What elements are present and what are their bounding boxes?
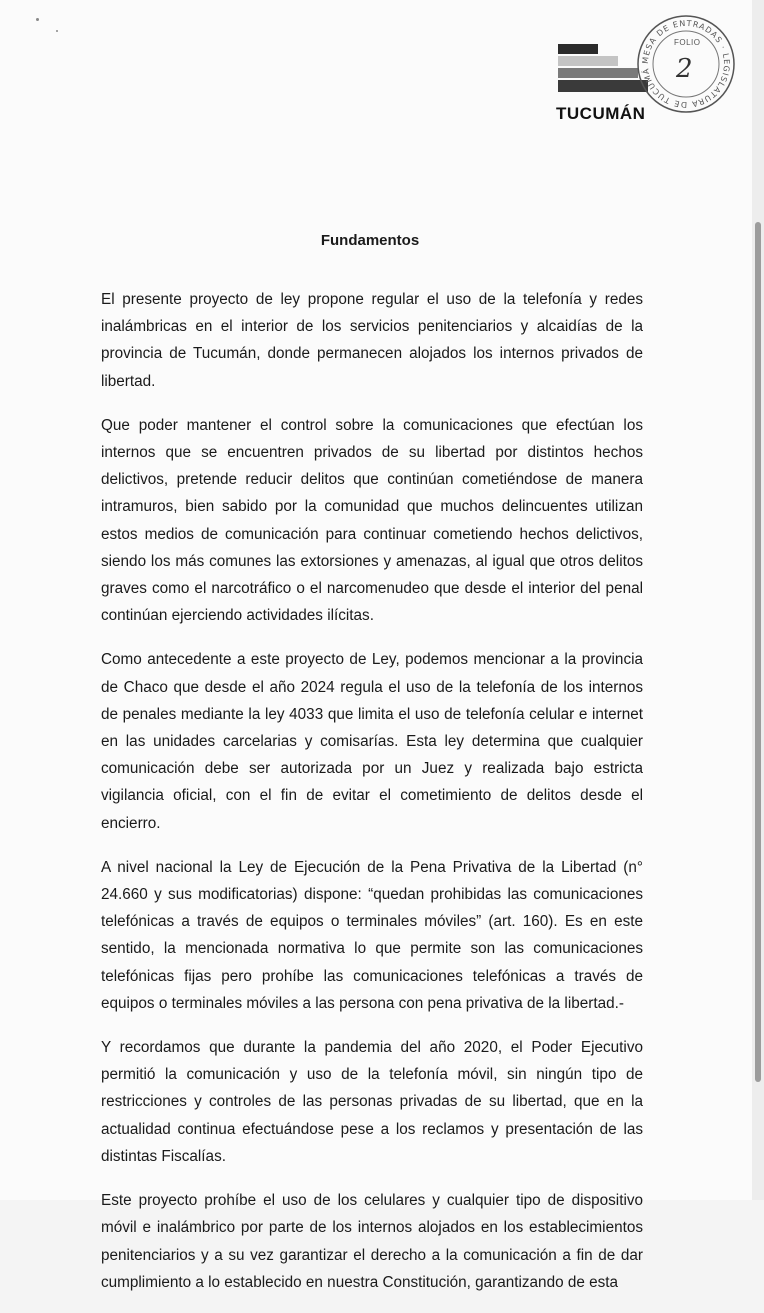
scan-speck <box>36 18 39 21</box>
paragraph: A nivel nacional la Ley de Ejecución de la Pena Privativa de la Libertad (n° 24.660 y sus modificatorias) dispone: “quedan prohibidas las comunicaciones telefónicas a través de equipos o terminales móviles” (art. 160). Es en este sentido, la mencionada normativa lo que permite son las comunicaciones telefónicas fijas pero prohíbe las comunicaciones telefónicas a través de equipos o terminales móviles a las persona con pena privativa de la libertad.- <box>101 858 643 1012</box>
paragraph: Este proyecto prohíbe el uso de los celulares y cualquier tipo de dispositivo móvil e inalámbrico por parte de los internos alojados en los establecimientos penitenciarios y a su vez garantizar el derecho a la comunicación a fin de dar cumplimiento a lo establecido en nuestra Constitución, garantizando de esta <box>101 1192 643 1291</box>
paragraph: El presente proyecto de ley propone regular el uso de la telefonía y redes inalámbricas en el interior de los servicios penitenciarios y alcaidías de la provincia de Tucumán, donde permanecen alojados los internos privados de libertad. <box>101 291 643 390</box>
scan-speck <box>56 30 58 32</box>
document-title: Fundamentos <box>320 232 420 249</box>
paragraph: Que poder mantener el control sobre la comunicaciones que efectúan los internos que se encuentren privados de su libertad por distintos hechos delictivos, pretende reducir delitos que continúan cometiéndose de manera intramuros, bien sabido por la comunidad que muchos delincuentes utilizan estos medios de comunicación para continuar cometiendo hechos delictivos, siendo los más comunes las extorsiones y amenazas, al igual que otros delitos graves como el narcotráfico o el narcomenudeo que desde el interior del penal continúan ejerciendo actividades ilícitas. <box>101 416 643 625</box>
scrollbar[interactable] <box>752 0 764 1200</box>
svg-text:MESA DE ENTRADAS · LEGISLATURA: MESA DE ENTRADAS · LEGISLATURA DE TUCUMÁ <box>640 18 732 110</box>
stamp-folio-label: FOLIO <box>674 38 701 47</box>
logo-text: TUCUMÁN <box>556 104 646 123</box>
scrollbar-thumb[interactable] <box>755 222 761 1082</box>
paragraph: Como antecedente a este proyecto de Ley, podemos mencionar a la provincia de Chaco que desde el año 2024 regula el uso de la telefonía de los internos de penales mediante la ley 4033 que limita el uso de telefonía celular e internet en las unidades carcelarias y comisarías. Esta ley determina que cualquier comunicación debe ser autorizada por un Juez y realizada bajo estricta vigilancia oficial, con el fin de evitar el cometimiento de delitos desde el encierro. <box>101 651 643 832</box>
stamp-folio-number: 2 <box>676 54 693 84</box>
document-body <box>101 286 643 1313</box>
entry-stamp <box>634 12 738 116</box>
paragraph: Y recordamos que durante la pandemia del año 2020, el Poder Ejecutivo permitió la comunicación y uso de la telefonía móvil, sin ningún tipo de restricciones y controles de las personas privadas de su libertad, que en la actualidad continua efectuándose pese a los reclamos y presentación de las distintas Fiscalías. <box>101 1039 643 1165</box>
tucuman-logo <box>556 44 646 123</box>
